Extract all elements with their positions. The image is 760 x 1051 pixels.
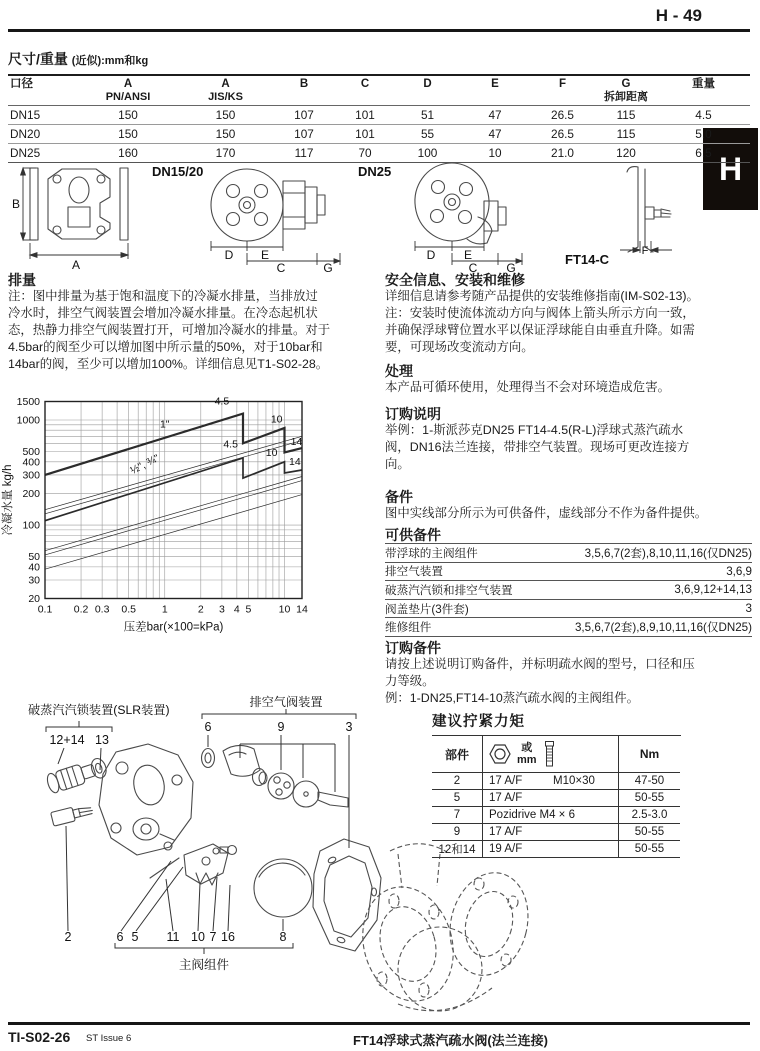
dn25-drawing bbox=[410, 158, 506, 246]
spare-label: 排空气装置 bbox=[385, 565, 443, 579]
safety-paragraph bbox=[385, 288, 755, 356]
svg-text:200: 200 bbox=[22, 487, 40, 500]
svg-text:100: 100 bbox=[22, 519, 40, 532]
spare-label: 破蒸汽汽锁和排空气装置 bbox=[385, 583, 513, 597]
page-number: H - 49 bbox=[655, 6, 702, 25]
spare-value: 3,5,6,7(2套),8,10,11,16(仅DN25) bbox=[584, 546, 752, 560]
spare-label: 维修组件 bbox=[385, 621, 432, 635]
cover-bolt-drawing bbox=[51, 803, 94, 827]
ordering-spares-paragraph bbox=[385, 656, 755, 707]
part-number: 8 bbox=[279, 930, 287, 944]
table-row bbox=[385, 563, 752, 582]
torque-part: 12和14 bbox=[432, 841, 482, 858]
part-number: 12+14 bbox=[49, 733, 85, 747]
chart-y-axis-label: 冷凝水量 kg/h bbox=[2, 464, 14, 536]
chart-series bbox=[45, 414, 302, 570]
svg-text:40: 40 bbox=[28, 561, 40, 574]
col-e: E bbox=[460, 75, 530, 106]
text-line: 注：图中排量为基于饱和温度下的冷凝水排量，当排放过 bbox=[8, 289, 318, 303]
dimensions-table bbox=[8, 74, 750, 163]
part-number: 11 bbox=[166, 930, 180, 944]
text-line: 详细信息请参考随产品提供的安装维修指南(IM-S02-13)。 bbox=[385, 289, 699, 303]
part-number: 10 bbox=[191, 930, 205, 944]
capacity-chart bbox=[0, 385, 360, 650]
text-line: 要，可现场改变流动方向。 bbox=[385, 340, 534, 354]
torque-part: 2 bbox=[432, 773, 482, 790]
dimension-drawings bbox=[0, 155, 760, 273]
spare-value: 3,6,9,12+14,13 bbox=[674, 583, 752, 597]
svg-text:1000: 1000 bbox=[16, 414, 40, 427]
part-number: 2 bbox=[64, 930, 72, 944]
svg-text:4: 4 bbox=[233, 603, 240, 616]
chart-x-axis-label: 压差bar(×100=kPa) bbox=[123, 621, 224, 634]
part-number: 16 bbox=[221, 930, 235, 944]
ft14c-label: FT14-C bbox=[565, 252, 610, 267]
svg-text:0.5: 0.5 bbox=[121, 603, 137, 616]
svg-text:20: 20 bbox=[28, 593, 40, 605]
svg-text:14: 14 bbox=[296, 603, 308, 616]
disposal-paragraph bbox=[385, 379, 755, 396]
svg-text:10: 10 bbox=[265, 446, 278, 459]
col-f: F bbox=[530, 75, 595, 106]
text-line: 力等级。 bbox=[385, 674, 435, 688]
tool-size: 17 A/F bbox=[489, 775, 523, 787]
svg-text:10: 10 bbox=[278, 603, 291, 616]
tool-size: 17 A/F bbox=[489, 792, 523, 804]
torque-tool bbox=[482, 824, 618, 841]
dn1520-drawing bbox=[211, 169, 325, 241]
tool-size: 19 A/F bbox=[489, 843, 523, 855]
text-line: 4.5bar的阀至少可以增加图中所示量的50%，对于10bar和 bbox=[8, 340, 323, 354]
col-c: C bbox=[335, 75, 395, 106]
torque-nm: 47-50 bbox=[618, 773, 680, 790]
bolt-icon bbox=[543, 740, 556, 768]
text-line: 阀，DN16法兰连接，带排空气装置。现场可更改连接方 bbox=[385, 440, 690, 454]
header-rule bbox=[8, 29, 750, 32]
part-number: 13 bbox=[95, 733, 109, 747]
col-g: G 拆卸距离 bbox=[595, 75, 657, 106]
torque-section bbox=[432, 710, 681, 858]
part-number: 9 bbox=[277, 720, 285, 734]
section-tab-letter: H bbox=[718, 150, 743, 187]
torque-tool bbox=[482, 773, 618, 790]
text-line: 例：1-DN25,FT14-10蒸汽疏水阀的主阀组件。 bbox=[385, 691, 640, 705]
tool-size: 17 A/F bbox=[489, 826, 523, 838]
torque-tool bbox=[482, 841, 618, 858]
text-line: 本产品可循环使用，处理得当不会对环境造成危害。 bbox=[385, 380, 670, 394]
ordering-heading: 订购说明 bbox=[385, 406, 441, 422]
spare-value: 3,6,9 bbox=[726, 564, 752, 578]
svg-text:30: 30 bbox=[28, 574, 40, 587]
svg-text:0.1: 0.1 bbox=[37, 603, 53, 616]
torque-col-nm: Nm bbox=[618, 736, 680, 773]
col-a-pn: A PN/ANSI bbox=[78, 75, 178, 106]
air-vent-unit-drawing bbox=[202, 745, 349, 807]
svg-text:1: 1 bbox=[161, 603, 168, 616]
torque-part: 9 bbox=[432, 824, 482, 841]
table-row: DN20 150 150 107 101 55 47 26.5 115 5.0 bbox=[8, 125, 750, 144]
text-line: 请按上述说明订购备件，并标明疏水阀的型号，口径和压 bbox=[385, 657, 695, 671]
dimensions-title bbox=[8, 49, 148, 69]
svg-text:50: 50 bbox=[28, 551, 40, 564]
text-line: 注：安装时使流体流动方向与阀体上箭头所示方向一致， bbox=[385, 306, 695, 320]
torque-nm: 50-55 bbox=[618, 824, 680, 841]
svg-text:500: 500 bbox=[22, 446, 40, 459]
svg-text:4.5: 4.5 bbox=[223, 438, 238, 451]
spare-value: 3 bbox=[745, 602, 752, 616]
ordering-paragraph bbox=[385, 422, 755, 473]
text-line: 14bar的阀，至少可以增加100%。详细信息见T1-S02-28。 bbox=[8, 357, 329, 371]
slr-unit-drawing bbox=[45, 757, 108, 795]
dim-b-label: B bbox=[12, 197, 21, 211]
chart-grid bbox=[45, 402, 302, 599]
dim-e-label: E bbox=[463, 248, 473, 262]
svg-text:0.3: 0.3 bbox=[94, 603, 110, 616]
col-d: D bbox=[395, 75, 460, 106]
torque-tool bbox=[482, 790, 618, 807]
svg-text:14: 14 bbox=[290, 435, 303, 448]
spare-label: 带浮球的主阀组件 bbox=[385, 546, 478, 560]
front-view-drawing bbox=[30, 168, 128, 240]
torque-nm: 50-55 bbox=[618, 790, 680, 807]
valve-body-drawing bbox=[350, 844, 539, 1012]
torque-col-part: 部件 bbox=[432, 736, 482, 773]
tool-size: Pozidrive M4 × 6 bbox=[489, 809, 575, 821]
dn25-label: DN25 bbox=[358, 164, 392, 179]
air-vent-assembly-label: 排空气阀装置 bbox=[249, 695, 323, 709]
part-number: 7 bbox=[209, 930, 217, 944]
ordering-spares-heading: 订购备件 bbox=[385, 640, 441, 656]
col-b: B bbox=[273, 75, 335, 106]
dn1520-label: DN15/20 bbox=[152, 164, 204, 179]
gasket-drawing bbox=[313, 839, 381, 951]
dim-c-label: C bbox=[468, 261, 478, 273]
svg-text:14: 14 bbox=[288, 455, 301, 468]
table-row bbox=[385, 581, 752, 600]
disposal-heading: 处理 bbox=[385, 363, 413, 379]
text-line: 图中实线部分所示为可供备件，虚线部分不作为备件提供。 bbox=[385, 506, 708, 520]
discharge-heading: 排量 bbox=[8, 272, 36, 288]
torque-or-label: 或 bbox=[521, 742, 533, 754]
footer-product-title: FT14浮球式蒸汽疏水阀(法兰连接) bbox=[353, 1033, 549, 1048]
torque-col-tool bbox=[482, 736, 618, 773]
document-number: TI-S02-26 bbox=[8, 1029, 71, 1045]
text-line: 态，热静力排空气阀装置打开，可增加冷凝水的排量。对于 bbox=[8, 323, 331, 337]
torque-part: 5 bbox=[432, 790, 482, 807]
dim-d-label: D bbox=[224, 248, 234, 262]
table-row bbox=[385, 618, 752, 637]
spare-value: 3,5,6,7(2套),8,9,10,11,16(仅DN25) bbox=[574, 621, 752, 635]
svg-text:0.2: 0.2 bbox=[73, 603, 89, 616]
ft14c-drawing bbox=[627, 167, 671, 252]
dim-g-label: G bbox=[506, 261, 516, 273]
table-row: DN15 150 150 107 101 51 47 26.5 115 4.5 bbox=[8, 106, 750, 125]
spares-note-heading: 备件 bbox=[385, 489, 413, 505]
available-spares-heading: 可供备件 bbox=[385, 527, 441, 543]
svg-text:300: 300 bbox=[22, 469, 40, 482]
issue-number: ST Issue 6 bbox=[86, 1033, 132, 1044]
chart-border bbox=[45, 402, 302, 599]
dimensions-title-note: (近似):mm和kg bbox=[71, 55, 149, 67]
torque-nm: 50-55 bbox=[618, 841, 680, 858]
footer-rule bbox=[8, 1022, 750, 1025]
svg-text:4.5: 4.5 bbox=[214, 395, 230, 408]
dimensions-title-text: 尺寸/重量 bbox=[8, 51, 68, 67]
part-number: 5 bbox=[131, 930, 139, 944]
torque-tool bbox=[482, 807, 618, 824]
svg-text:2: 2 bbox=[197, 603, 204, 616]
slr-assembly-label: 破蒸汽汽锁装置(SLR装置) bbox=[28, 703, 170, 717]
torque-nm: 2.5-3.0 bbox=[618, 807, 680, 824]
col-size: 口径 bbox=[8, 75, 78, 106]
col-a-jis: A JIS/KS bbox=[178, 75, 273, 106]
svg-text:1500: 1500 bbox=[16, 396, 40, 408]
svg-text:3: 3 bbox=[218, 603, 225, 616]
table-row: DN25 160 170 117 70 100 10 21.0 120 6.5 bbox=[8, 144, 750, 163]
svg-text:1": 1" bbox=[159, 418, 170, 431]
thread-size: M10×30 bbox=[553, 775, 595, 787]
svg-text:½", ¾": ½", ¾" bbox=[128, 452, 162, 477]
col-weight: 重量 bbox=[657, 75, 750, 106]
main-valve-assembly-label: 主阀组件 bbox=[178, 958, 230, 972]
torque-mm-label: mm bbox=[517, 754, 537, 766]
text-line: 并确保浮球臂位置水平以保证浮球能自由垂直升降。如需 bbox=[385, 323, 695, 337]
dim-e-label: E bbox=[260, 248, 270, 262]
dim-g-label: G bbox=[323, 261, 333, 273]
table-row bbox=[385, 600, 752, 619]
dim-c-label: C bbox=[276, 261, 286, 273]
text-line: 举例：1-斯派莎克DN25 FT14-4.5(R-L)浮球式蒸汽疏水 bbox=[385, 423, 684, 437]
svg-text:400: 400 bbox=[22, 456, 40, 469]
torque-part: 7 bbox=[432, 807, 482, 824]
dim-a-label: A bbox=[71, 258, 81, 272]
nut-icon bbox=[489, 743, 511, 765]
spares-note-paragraph bbox=[385, 505, 755, 522]
text-line: 向。 bbox=[385, 457, 410, 471]
available-spares-table bbox=[385, 543, 752, 637]
torque-table bbox=[432, 735, 681, 858]
text-line: 冷水时，排空气阀装置会增加冷凝水排量。在冷态起机状 bbox=[8, 306, 318, 320]
part-number: 6 bbox=[116, 930, 124, 944]
svg-text:10: 10 bbox=[270, 413, 283, 426]
float-drawing bbox=[254, 859, 312, 917]
svg-text:5: 5 bbox=[245, 603, 252, 616]
torque-title: 建议拧紧力矩 bbox=[432, 714, 525, 730]
part-number: 3 bbox=[345, 720, 353, 734]
part-number: 6 bbox=[204, 720, 212, 734]
discharge-paragraph bbox=[8, 288, 368, 373]
table-row bbox=[385, 544, 752, 563]
spare-label: 阀盖垫片(3件套) bbox=[385, 602, 469, 616]
dim-d-label: D bbox=[426, 248, 436, 262]
dim-f-label: F bbox=[641, 245, 649, 257]
main-valve-unit-drawing bbox=[150, 844, 237, 885]
cover-plate-drawing bbox=[99, 744, 193, 855]
safety-heading: 安全信息、安装和维修 bbox=[385, 272, 525, 288]
dims-header-row bbox=[8, 75, 750, 106]
